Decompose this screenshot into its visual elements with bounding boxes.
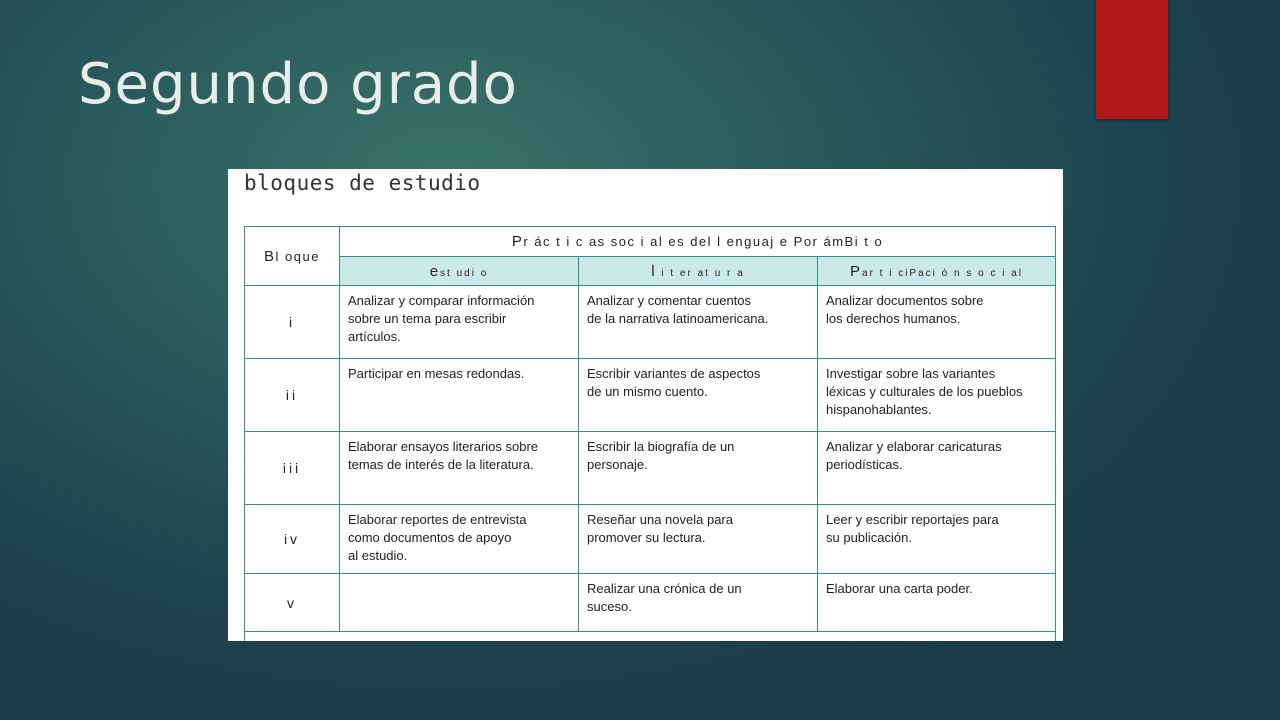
document-image xyxy=(228,169,1063,641)
subheader-row xyxy=(245,257,1056,286)
bloque-number: i xyxy=(245,286,340,359)
cell-estudio: Elaborar reportes de entrevista como documentos de apoyo al estudio. xyxy=(340,505,579,574)
cell-literatura: Analizar y comentar cuentos de la narrativa latinoamericana. xyxy=(579,286,818,359)
header-practicas: Pr ác t i c as soc i al es del l enguaj e Por ámBi t o xyxy=(340,227,1056,257)
table-row xyxy=(245,505,1056,574)
cell-literatura: Escribir variantes de aspectos de un mismo cuento. xyxy=(579,359,818,432)
cell-estudio: Participar en mesas redondas. xyxy=(340,359,579,432)
table-row xyxy=(245,286,1056,359)
bloque-number: v xyxy=(245,574,340,632)
header-bloque: Bl oque xyxy=(245,227,340,286)
cell-participacion: Analizar y elaborar caricaturas periodísticas. xyxy=(818,432,1056,505)
table-row xyxy=(245,359,1056,432)
cell-estudio xyxy=(340,574,579,632)
bloque-number: iv xyxy=(245,505,340,574)
table-row-cutoff xyxy=(245,632,1056,642)
cell-literatura: Escribir la biografía de un personaje. xyxy=(579,432,818,505)
cell-literatura: Reseñar una novela para promover su lectura. xyxy=(579,505,818,574)
header-row xyxy=(245,227,1056,257)
column-literatura: l i t er at u r a xyxy=(579,257,818,286)
cell-participacion: Leer y escribir reportajes para su publicación. xyxy=(818,505,1056,574)
table-row xyxy=(245,432,1056,505)
document-heading: bloques de estudio xyxy=(244,171,481,195)
cell-participacion: Elaborar una carta poder. xyxy=(818,574,1056,632)
bloque-number: ii xyxy=(245,359,340,432)
cell-estudio: Elaborar ensayos literarios sobre temas de interés de la literatura. xyxy=(340,432,579,505)
bloque-number: iii xyxy=(245,432,340,505)
cell-literatura: Realizar una crónica de un suceso. xyxy=(579,574,818,632)
red-accent-tab xyxy=(1096,0,1168,119)
column-estudio: est udi o xyxy=(340,257,579,286)
table-row xyxy=(245,574,1056,632)
column-participacion: Par t i ciPaci ó n s o c i al xyxy=(818,257,1056,286)
slide-title: Segundo grado xyxy=(78,52,518,117)
cell-participacion: Investigar sobre las variantes léxicas y culturales de los pueblos hispanohablantes. xyxy=(818,359,1056,432)
cell-estudio: Analizar y comparar información sobre un tema para escribir artículos. xyxy=(340,286,579,359)
blocks-table xyxy=(244,226,1056,641)
cell-participacion: Analizar documentos sobre los derechos humanos. xyxy=(818,286,1056,359)
